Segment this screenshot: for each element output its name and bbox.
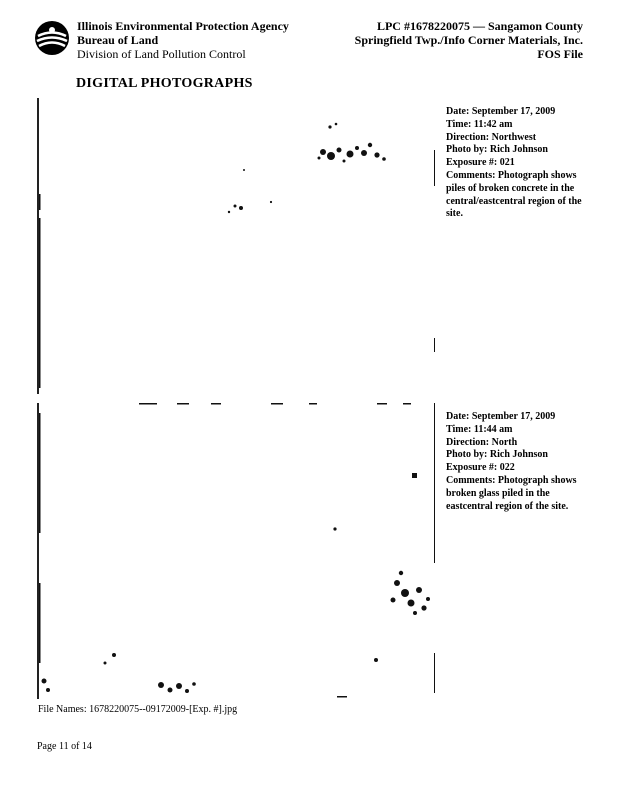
photo-1-comments: Comments: Photograph shows piles of broken concrete in the central/eastcentral region of the site. [446,169,582,220]
photo-1-time: Time: 11:42 am [446,118,513,130]
photo-1-photographer: Photo by: Rich Johnson [446,144,548,156]
site-name: Springfield Twp./Info Corner Materials, Inc. [354,33,583,47]
section-title: DIGITAL PHOTOGRAPHS [76,76,253,91]
photo-1-direction: Direction: Northwest [446,131,537,143]
illinois-epa-logo-icon [34,20,70,56]
photo-1 [37,98,435,394]
photo-1-date: Date: September 17, 2009 [446,106,556,117]
photo-2-exposure: Exposure #: 022 [446,462,515,474]
site-id-block [355,19,583,61]
photo-2-comments: Comments: Photograph shows broken glass piled in the eastcentral region of the site. [446,474,577,512]
photo-2-time: Time: 11:44 am [446,423,513,435]
file-names: File Names: 1678220075--09172009-[Exp. #].jpg [38,704,238,715]
photo-2-date: Date: September 17, 2009 [446,411,556,422]
photo-1-image [39,98,435,394]
photo-2-photographer: Photo by: Rich Johnson [446,449,548,461]
photo-1-caption [446,106,586,221]
bureau-name: Bureau of Land [77,33,159,47]
agency-block [77,19,289,61]
agency-name: Illinois Environmental Protection Agency [77,19,289,33]
photo-1-exposure: Exposure #: 021 [446,157,515,169]
page-number: Page 11 of 14 [37,741,92,752]
lpc-number: LPC #1678220075 — Sangamon County [376,19,583,33]
division-name: Division of Land Pollution Control [77,47,246,61]
photo-2 [37,403,435,699]
photo-2-caption [446,411,586,513]
photo-2-image [39,403,435,699]
file-type: FOS File [537,47,583,61]
photo-2-direction: Direction: North [446,436,518,448]
